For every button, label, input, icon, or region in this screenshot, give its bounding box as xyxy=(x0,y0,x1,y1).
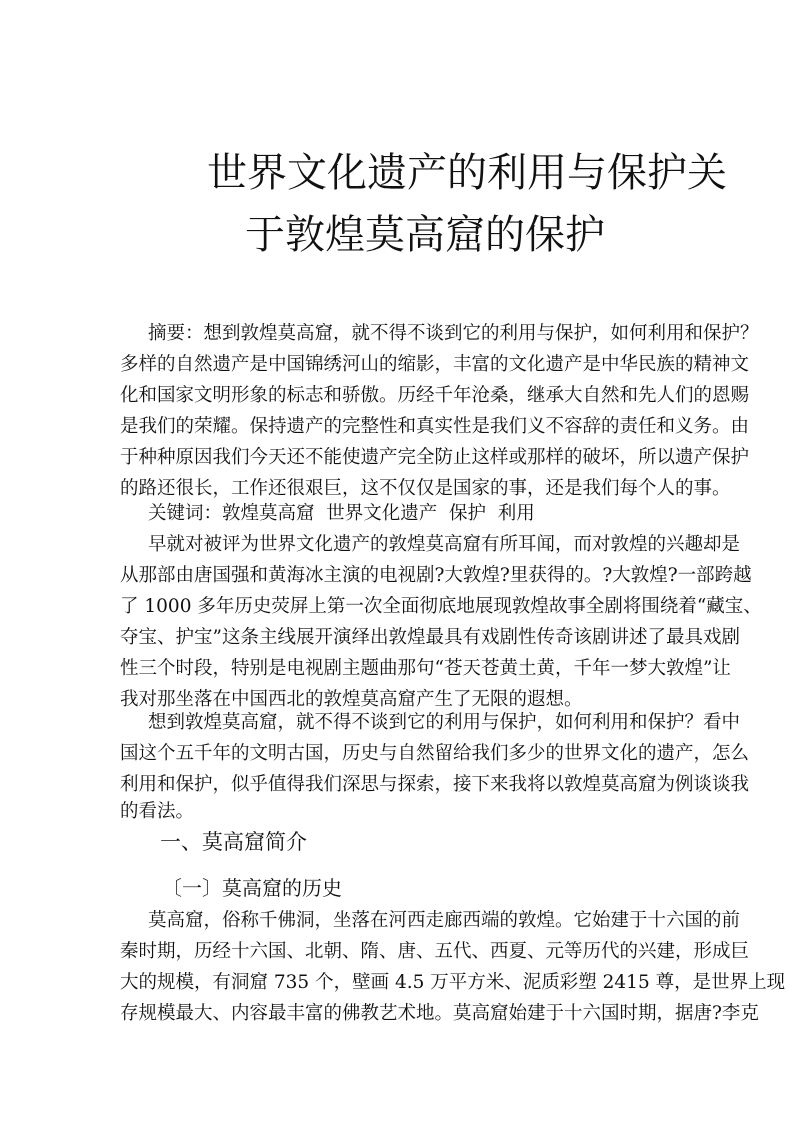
paragraph-line: 秦时期，历经十六国、北朝、隋、唐、五代、西夏、元等历代的兴建，形成巨 xyxy=(120,941,750,962)
abstract-line: 于种种原因我们今天还不能使遗产完全防止这样或那样的破坏，所以遗产保护 xyxy=(120,447,750,468)
paragraph-line: 性三个时段，特别是电视剧主题曲那句“苍天苍黄土黄，千年一梦大敦煌”让 xyxy=(120,658,731,679)
abstract-line: 化和国家文明形象的标志和骄傲。历经千年沧桑，继承大自然和先人们的恩赐 xyxy=(120,385,750,406)
paragraph-line: 想到敦煌莫高窟，就不得不谈到它的利用与保护，如何利用和保护？看中 xyxy=(148,712,741,733)
paragraph-line: 我对那坐落在中国西北的敦煌莫高窟产生了无限的遐想。 xyxy=(120,689,583,710)
paragraph-line: 的看法。 xyxy=(120,801,195,822)
paragraph-line: 早就对被评为世界文化遗产的敦煌莫高窟有所耳闻，而对敦煌的兴趣却是 xyxy=(148,534,741,555)
paragraph-line: 从那部由唐国强和黄海冰主演的电视剧?大敦煌?里获得的。?大敦煌?一部跨越 xyxy=(120,565,752,586)
paragraph-line: 利用和保护，似乎值得我们深思与探索，接下来我将以敦煌莫高窟为例谈谈我 xyxy=(120,774,750,795)
section-heading: 一、莫高窟简介 xyxy=(160,830,307,854)
abstract-line: 摘要：想到敦煌莫高窟，就不得不谈到它的利用与保护，如何利用和保护？ xyxy=(148,323,759,344)
title-line-1: 世界文化遗产的利用与保护关 xyxy=(207,150,727,196)
title-line-2: 于敦煌莫高窟的保护 xyxy=(245,212,605,258)
abstract-line: 是我们的荣耀。保持遗产的完整性和真实性是我们义不容辞的责任和义务。由 xyxy=(120,416,750,437)
paragraph-line: 国这个五千年的文明古国，历史与自然留给我们多少的世界文化的遗产，怎么 xyxy=(120,743,750,764)
abstract-line: 的路还很长，工作还很艰巨，这不仅仅是国家的事，还是我们每个人的事。 xyxy=(120,478,731,499)
subsection-heading: 〔一〕莫高窟的历史 xyxy=(162,876,342,900)
keywords: 关键词：敦煌莫高窟 世界文化遗产 保护 利用 xyxy=(148,503,535,524)
paragraph-line: 存规模最大、内容最丰富的佛教艺术地。莫高窟始建于十六国时期，据唐?李克 xyxy=(120,1003,759,1024)
paragraph-line: 大的规模，有洞窟 735 个，壁画 4.5 万平方米、泥质彩塑 2415 尊，是世界上现 xyxy=(120,972,786,993)
abstract-line: 多样的自然遗产是中国锦绣河山的缩影，丰富的文化遗产是中华民族的精神文 xyxy=(120,354,750,375)
paragraph-line: 莫高窟，俗称千佛洞，坐落在河西走廊西端的敦煌。它始建于十六国的前 xyxy=(148,910,741,931)
paragraph-line: 了 1000 多年历史荧屏上第一次全面彻底地展现敦煌故事全剧将围绕着“藏宝、 xyxy=(120,596,762,617)
paragraph-line: 夺宝、护宝”这条主线展开演绎出敦煌最具有戏剧性传奇该剧讲述了最具戏剧 xyxy=(120,627,740,648)
